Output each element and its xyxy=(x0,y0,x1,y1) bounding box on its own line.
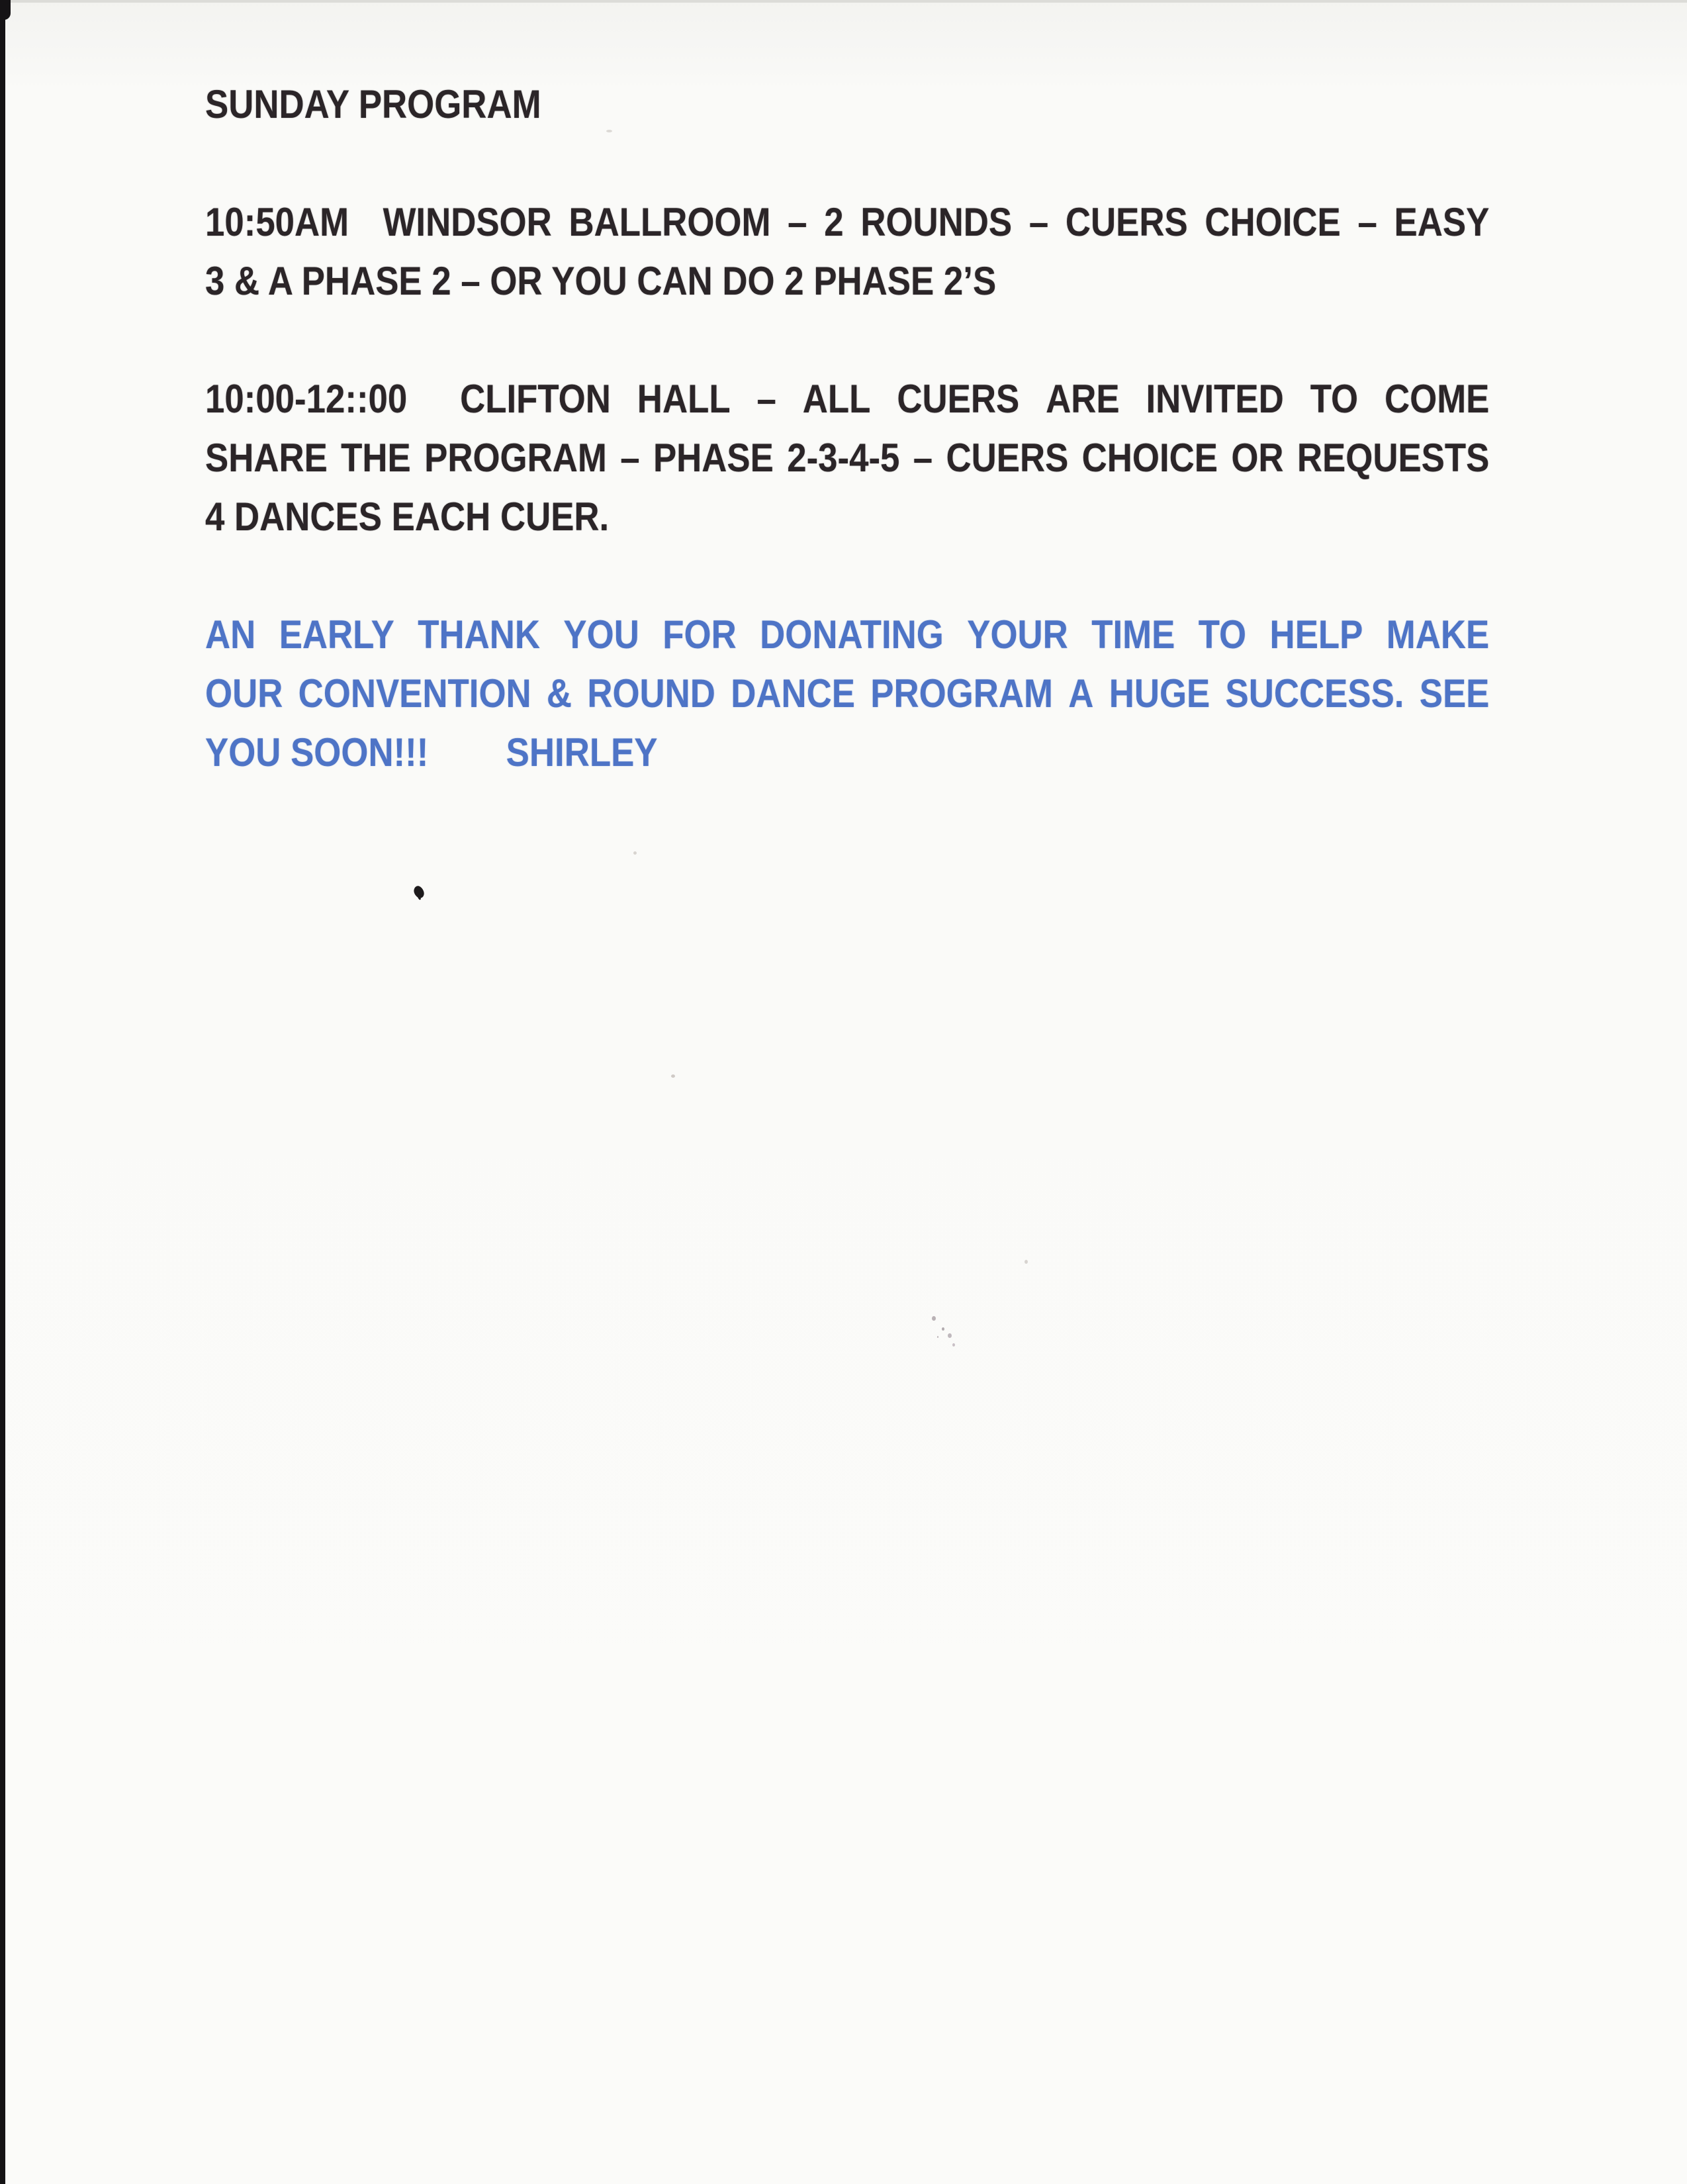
paper-speck xyxy=(671,1074,675,1078)
schedule-line: 4 DANCES EACH CUER. xyxy=(205,495,610,539)
page-title: SUNDAY PROGRAM xyxy=(205,82,541,126)
schedule-line: SHARE THE PROGRAM – PHASE 2-3-4-5 – CUERS CHOICE OR REQUESTS xyxy=(205,436,1490,480)
schedule-line: 10:00-12::00 CLIFTON HALL – ALL CUERS ARE INVITED TO COME xyxy=(205,377,1490,421)
thank-you-line: OUR CONVENTION & ROUND DANCE PROGRAM A HUGE SUCCESS. SEE xyxy=(205,671,1490,716)
paper-speck xyxy=(633,851,637,855)
schedule-line: 3 & A PHASE 2 – OR YOU CAN DO 2 PHASE 2’S xyxy=(205,259,997,303)
schedule-line: 10:50AM WINDSOR BALLROOM – 2 ROUNDS – CUERS CHOICE – EASY xyxy=(205,200,1490,244)
ink-speck-artifact xyxy=(412,884,426,900)
document-body xyxy=(205,75,1489,841)
scan-top-edge-artifact xyxy=(0,0,1687,3)
schedule-paragraph-windsor xyxy=(205,193,1489,310)
thank-you-paragraph xyxy=(205,605,1489,782)
thank-you-line: AN EARLY THANK YOU FOR DONATING YOUR TIME TO HELP MAKE xyxy=(205,612,1490,657)
scan-left-edge-artifact xyxy=(0,0,5,2184)
scan-corner-notch-artifact xyxy=(0,0,11,20)
paper-speck xyxy=(1025,1260,1028,1264)
faint-squiggle-artifact xyxy=(932,1316,936,1321)
paper-speck xyxy=(606,130,612,132)
thank-you-line-signature: YOU SOON!!! SHIRLEY xyxy=(205,730,658,775)
schedule-paragraph-clifton xyxy=(205,369,1489,546)
document-heading-block xyxy=(205,75,1489,134)
